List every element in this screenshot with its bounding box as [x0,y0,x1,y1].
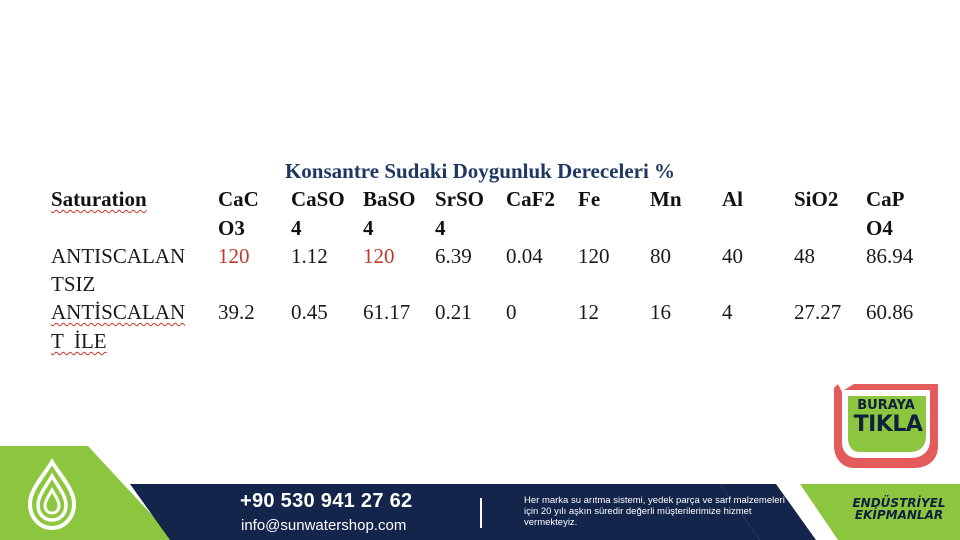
footer-email[interactable]: info@sunwatershop.com [241,517,407,534]
header-al: Al [722,187,743,211]
row2-value-caco3: 39.2 [218,300,255,324]
header-srso4-l2: 4 [435,216,446,240]
header-sio2: SiO2 [794,187,839,211]
header-caco3-l2: O3 [218,216,245,240]
cta-line2[interactable]: TIKLA [853,412,923,437]
row1-label-l1: ANTISCALAN [51,244,186,268]
row2-label-l1: ANTİSCALAN [51,300,186,324]
row1-value-sio2: 48 [794,244,815,268]
row2-value-al: 4 [722,300,733,324]
cta-line1[interactable]: BURAYA [857,398,915,413]
row2-value-mn: 16 [650,300,671,324]
footer-phone[interactable]: +90 530 941 27 62 [240,490,413,512]
header-caso4-l2: 4 [291,216,302,240]
row1-value-caf2: 0.04 [506,244,543,268]
row1-value-fe: 120 [578,244,610,268]
row1-value-mn: 80 [650,244,671,268]
row1-value-caco3: 120 [218,244,250,268]
row2-value-capo4: 60.86 [866,300,914,324]
header-saturation: Saturation [51,187,147,211]
header-caf2: CaF2 [506,187,555,211]
header-capo4-l2: O4 [866,216,893,240]
brand-label-line1: ENDÜSTRİYEL [852,496,946,510]
row1-value-srso4: 6.39 [435,244,472,268]
header-srso4-l1: SrSO [435,187,485,211]
brand-label [838,497,960,521]
row1-label-l2: TSIZ [51,272,96,296]
header-caso4-l1: CaSO [291,187,345,211]
row2-value-baso4: 61.17 [363,300,411,324]
row2-value-srso4: 0.21 [435,300,472,324]
row2-value-fe: 12 [578,300,599,324]
header-caco3-l1: CaC [218,187,259,211]
header-mn: Mn [650,187,682,211]
water-drop-logo-icon [22,458,82,532]
header-capo4-l1: CaP [866,187,905,211]
row2-value-sio2: 27.27 [794,300,842,324]
footer-divider [480,498,482,528]
row1-value-caso4: 1.12 [291,244,328,268]
header-fe: Fe [578,187,601,211]
brand-label-line2: EKİPMANLAR [854,508,944,522]
row1-value-capo4: 86.94 [866,244,914,268]
slide-title: Konsantre Sudaki Doygunluk Dereceleri % [284,159,676,183]
header-baso4-l1: BaSO [363,187,416,211]
header-baso4-l2: 4 [363,216,374,240]
row1-value-al: 40 [722,244,743,268]
row2-label-l2: T İLE [51,329,107,353]
row1-value-baso4: 120 [363,244,395,268]
footer-description: Her marka su arıtma sistemi, yedek parça ve sarf malzemeleri için 20 yılı aşkın süredir değerli müşterilerimize hizmet vermekteyiz. [524,495,785,528]
row2-value-caso4: 0.45 [291,300,328,324]
row2-value-caf2: 0 [506,300,517,324]
